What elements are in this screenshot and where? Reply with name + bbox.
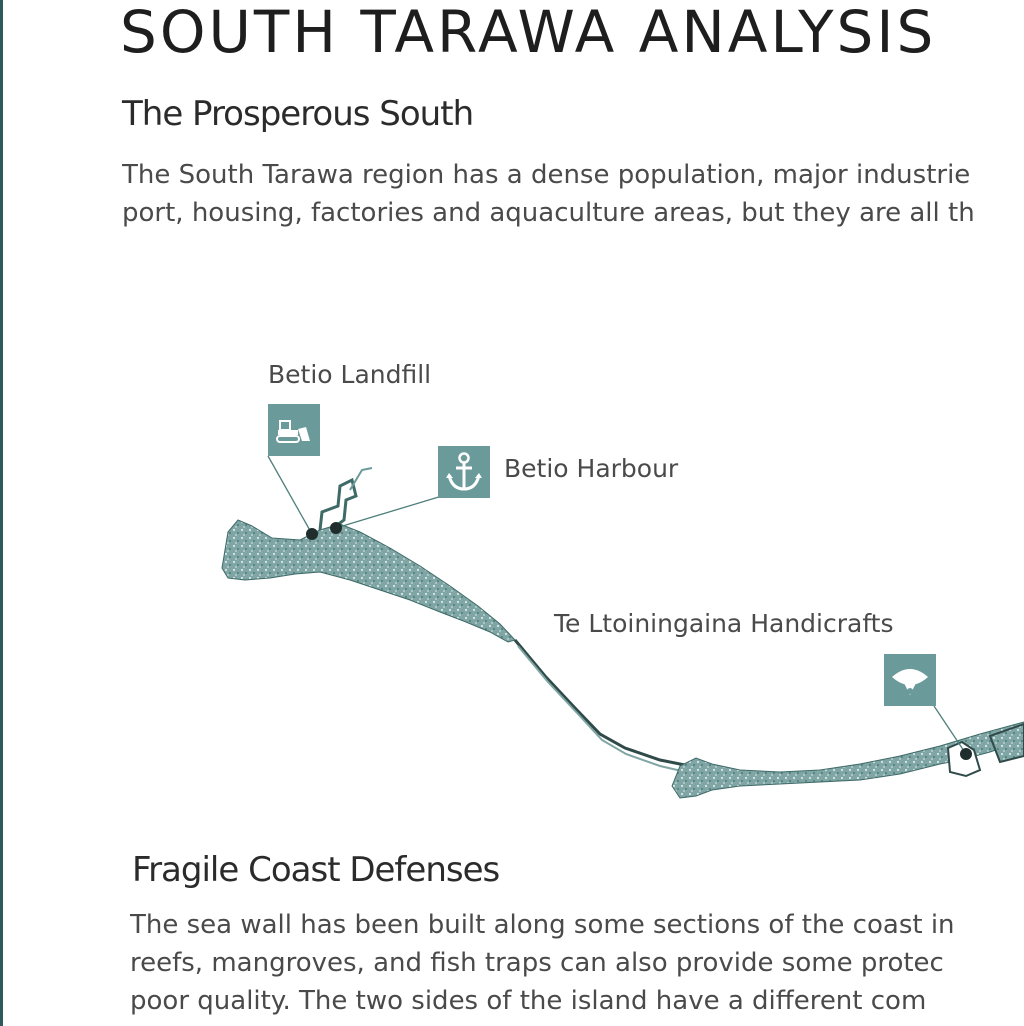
section-paragraph-fragile-coast bbox=[130, 906, 1024, 1020]
causeway-road-edge bbox=[518, 646, 686, 772]
island-betio-landmass bbox=[222, 520, 515, 642]
anchor-glyph bbox=[444, 451, 484, 493]
location-dot-harbour bbox=[330, 522, 342, 534]
paragraph-line: The sea wall has been built along some sections of the coast in bbox=[130, 910, 955, 940]
causeway-road bbox=[515, 640, 690, 766]
bulldozer-icon bbox=[268, 404, 320, 456]
map-label-handicrafts: Te Ltoiningaina Handicrafts bbox=[554, 609, 894, 638]
paragraph-line: poor quality. The two sides of the island have a different com bbox=[130, 986, 927, 1016]
leader-line-harbour bbox=[336, 496, 442, 528]
section-heading-fragile-coast: Fragile Coast Defenses bbox=[132, 850, 500, 890]
location-dot-handicrafts bbox=[960, 748, 972, 760]
anchor-icon bbox=[438, 446, 490, 498]
fan-icon bbox=[884, 654, 936, 706]
location-dot-landfill bbox=[306, 528, 318, 540]
map-label-betio-harbour: Betio Harbour bbox=[504, 454, 679, 483]
paragraph-line: port, housing, factories and aquaculture areas, but they are all th bbox=[122, 198, 975, 228]
map-label-betio-landfill: Betio Landfill bbox=[268, 360, 432, 389]
leader-line-landfill bbox=[268, 456, 312, 534]
bulldozer-glyph bbox=[274, 415, 314, 445]
section-heading-prosperous-south: The Prosperous South bbox=[122, 94, 474, 134]
paragraph-line: reefs, mangroves, and fish traps can also provide some protec bbox=[130, 948, 944, 978]
paragraph-line: The South Tarawa region has a dense population, major industrie bbox=[122, 160, 971, 190]
page-title: SOUTH TARAWA ANALYSIS bbox=[120, 0, 937, 66]
fan-glyph bbox=[889, 661, 931, 699]
